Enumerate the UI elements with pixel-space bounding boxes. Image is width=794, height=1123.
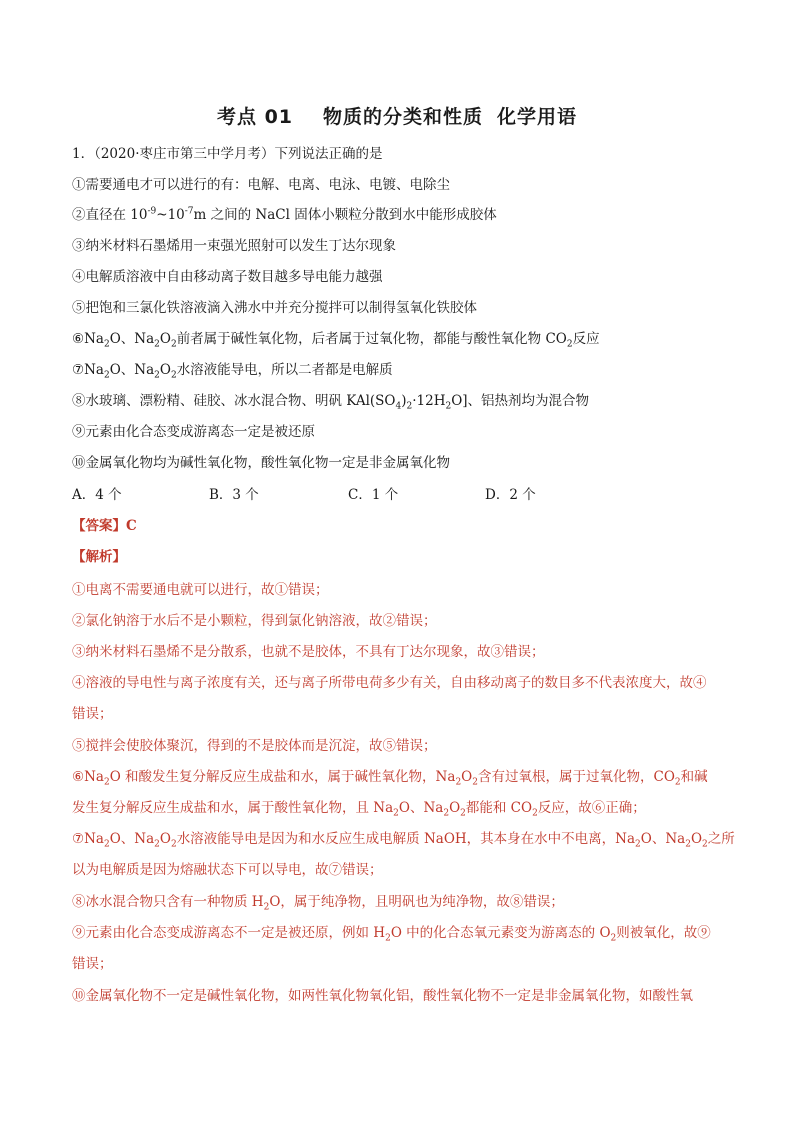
explanation-8: ⑧冰水混合物只含有一种物质 $H_2O$，属于纯净物，且明矾也为纯净物，故⑧错误； <box>72 894 564 913</box>
statement-3: ③纳米材料石墨烯用一束强光照射可以发生丁达尔现象 <box>72 238 396 254</box>
explanation-4-cont: 错误； <box>72 706 113 722</box>
statement-10: ⑩金属氧化物均为碱性氧化物，酸性氧化物一定是非金属氧化物 <box>72 455 450 471</box>
explanation-4: ④溶液的导电性与离子浓度有关，还与离子所带电荷多少有关，自由移动离子的数目多不代表浓度大，故④ <box>72 675 707 691</box>
explanation-9: ⑨元素由化合态变成游离态不一定是被还原，例如 $H_2O$ 中的化合态氧元素变为游离态的 $O_2$则被氧化，故⑨ <box>72 925 711 944</box>
option-b: B．3 个 <box>209 487 259 503</box>
explanation-1: ①电离不需要通电就可以进行，故①错误； <box>72 582 329 598</box>
statement-8: ⑧水玻璃、漂粉精、硅胶、冰水混合物、明矾 $KAl(SO_4)_2\cdot 12H_2O$]、铝热剂均为混合物 <box>72 393 590 412</box>
statement-6: $⑥Na_2O$、$Na_2O_2$前者属于碱性氧化物，后者属于过氧化物，都能与酸性氧化物 $CO_2$反应 <box>72 331 600 350</box>
statement-4: ④电解质溶液中自由移动离子数目越多导电能力越强 <box>72 269 383 285</box>
statement-5: ⑤把饱和三氯化铁溶液滴入沸水中并充分搅拌可以制得氢氧化铁胶体 <box>72 300 477 316</box>
explanation-6: $⑥Na_2O$ 和酸发生复分解反应生成盐和水，属于碱性氧化物，$Na_2O_2$含有过氧根，属于过氧化物，$CO_2$和碱 <box>72 769 708 788</box>
question-stem: 1．（2020·枣庄市第三中学月考）下列说法正确的是 <box>72 146 383 162</box>
statement-7: $⑦Na_2O$、$Na_2O_2$水溶液能导电，所以二者都是电解质 <box>72 362 393 381</box>
page-title <box>0 102 794 129</box>
statement-1: ①需要通电才可以进行的有：电解、电离、电泳、电镀、电除尘 <box>72 177 450 193</box>
explanation-7: $⑦Na_2O$、$Na_2O_2$水溶液能导电是因为和水反应生成电解质 NaOH，其本身在水中不电离，$Na_2O$、$Na_2O_2$之所 <box>72 831 735 850</box>
topic-subtitle: 化学用语 <box>497 106 578 128</box>
option-c: C．1 个 <box>348 487 399 503</box>
explanation-2: ②氯化钠溶于水后不是小颗粒，得到氯化钠溶液，故②错误； <box>72 613 437 629</box>
explanation-3: ③纳米材料石墨烯不是分散系，也就不是胶体，不具有丁达尔现象，故③错误； <box>72 644 545 660</box>
explanation-5: ⑤搅拌会使胶体聚沉，得到的不是胶体而是沉淀，故⑤错误； <box>72 738 437 754</box>
explanation-10: ⑩金属氧化物不一定是碱性氧化物，如两性氧化物氧化铝，酸性氧化物不一定是非金属氧化物，如酸性氧 <box>72 988 693 1004</box>
statement-2: ②直径在 $10^{-9}\sim 10^{-7}m$ 之间的 NaCl 固体小颗粒分散到水中能形成胶体 <box>72 206 497 223</box>
option-d: D．2 个 <box>485 487 536 503</box>
answer-label: 【答案】C <box>72 518 137 534</box>
explanation-7-cont: 以为电解质是因为熔融状态下可以导电，故⑦错误； <box>72 862 383 878</box>
option-a: A．4 个 <box>72 487 122 503</box>
explanation-6-cont: 发生复分解反应生成盐和水，属于酸性氧化物，且 $Na_2O$、$Na_2O_2$都能和 $CO_2$反应，故⑥正确； <box>72 800 646 819</box>
topic-code: 考点 01 <box>216 106 294 128</box>
explanation-9-cont: 错误； <box>72 956 113 972</box>
topic-name: 物质的分类和性质 <box>323 106 484 128</box>
analysis-label: 【解析】 <box>72 549 126 565</box>
statement-9: ⑨元素由化合态变成游离态一定是被还原 <box>72 424 315 440</box>
